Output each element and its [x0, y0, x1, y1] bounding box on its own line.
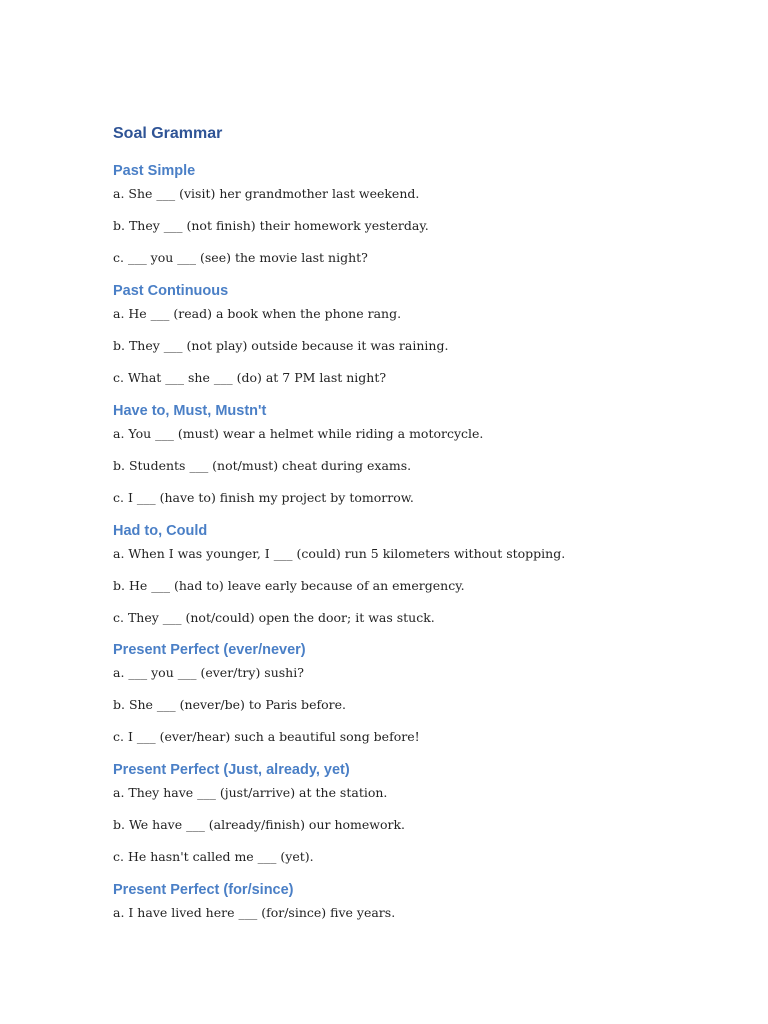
exercise-item: c. I ___ (ever/hear) such a beautiful song before!	[113, 729, 420, 744]
exercise-item: b. They ___ (not finish) their homework yesterday.	[113, 218, 429, 233]
exercise-item: b. We have ___ (already/finish) our homework.	[113, 817, 406, 832]
section-heading-had-to-could: Had to, Could	[113, 523, 208, 539]
exercise-item: c. I ___ (have to) finish my project by tomorrow.	[113, 490, 414, 505]
exercise-item: c. They ___ (not/could) open the door; it was stuck.	[113, 610, 435, 625]
exercise-item: a. He ___ (read) a book when the phone rang.	[113, 306, 402, 321]
exercise-item: c. ___ you ___ (see) the movie last night?	[113, 250, 368, 265]
document-title: Soal Grammar	[113, 125, 223, 142]
exercise-item: b. They ___ (not play) outside because it was raining.	[113, 338, 449, 353]
section-heading-present-perfect-for-since: Present Perfect (for/since)	[113, 882, 294, 898]
exercise-item: c. He hasn't called me ___ (yet).	[113, 849, 314, 864]
exercise-item: a. When I was younger, I ___ (could) run 5 kilometers without stopping.	[113, 546, 566, 561]
section-heading-present-perfect-ever-never: Present Perfect (ever/never)	[113, 642, 306, 658]
section-heading-past-simple: Past Simple	[113, 163, 196, 179]
section-heading-past-continuous: Past Continuous	[113, 283, 229, 299]
exercise-item: b. Students ___ (not/must) cheat during exams.	[113, 458, 412, 473]
exercise-item: a. ___ you ___ (ever/try) sushi?	[113, 665, 304, 680]
exercise-item: a. I have lived here ___ (for/since) five years.	[113, 905, 396, 920]
exercise-item: b. She ___ (never/be) to Paris before.	[113, 697, 346, 712]
exercise-item: b. He ___ (had to) leave early because of an emergency.	[113, 578, 465, 593]
section-heading-present-perfect-just-already-yet: Present Perfect (Just, already, yet)	[113, 762, 350, 778]
exercise-item: a. She ___ (visit) her grandmother last weekend.	[113, 186, 420, 201]
section-heading-have-to-must-mustnt: Have to, Must, Mustn't	[113, 403, 267, 419]
exercise-item: a. They have ___ (just/arrive) at the station.	[113, 785, 388, 800]
exercise-item: a. You ___ (must) wear a helmet while riding a motorcycle.	[113, 426, 484, 441]
exercise-item: c. What ___ she ___ (do) at 7 PM last night?	[113, 370, 387, 385]
